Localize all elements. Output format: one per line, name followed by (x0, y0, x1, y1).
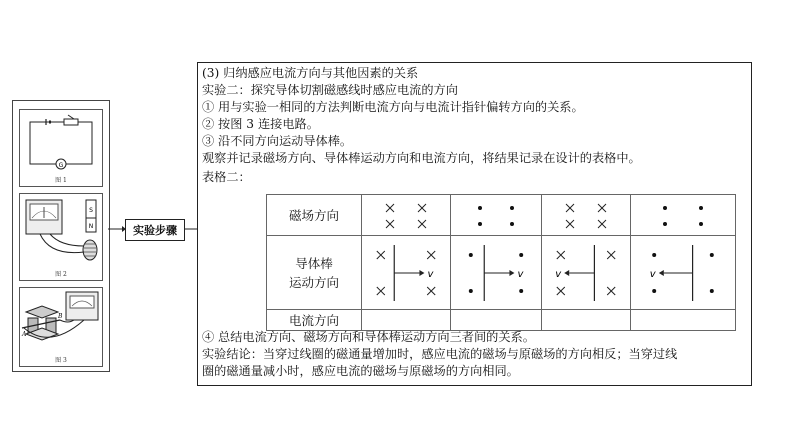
field-cell (451, 195, 542, 236)
current-cell-empty (542, 310, 631, 331)
figure-1-caption: 图 1 (55, 177, 67, 184)
cross-symbol-icon (418, 220, 426, 228)
current-cell-empty (451, 310, 542, 331)
field-cell (542, 195, 631, 236)
arrowhead-icon (659, 270, 664, 276)
galvanometer-label: G (58, 162, 64, 169)
rod-moving-left-diagram (635, 239, 731, 307)
arrowhead-icon (564, 270, 569, 276)
observation-text: 观察并记录磁场方向、导体棒运动方向和电流方向，将结果记录在设计的表格中。 (202, 151, 641, 165)
table-row (267, 195, 736, 236)
dot-symbol-icon (469, 253, 473, 257)
dot-symbol-icon (710, 289, 714, 293)
motion-cell (451, 236, 542, 310)
cross-symbol-icon (607, 251, 615, 259)
figure-2-coil-magnet (19, 193, 103, 281)
dot-symbol-icon (478, 206, 482, 210)
row-label-field: 磁场方向 (267, 195, 362, 236)
figure-3-caption: 图 3 (55, 357, 67, 364)
figure-2-caption: 图 2 (55, 271, 67, 278)
dot-symbol-icon (510, 222, 514, 226)
cross-symbol-icon (598, 204, 606, 212)
step-3: ③ 沿不同方向运动导体棒。 (202, 134, 353, 148)
field-out-of-page-icon (456, 197, 536, 233)
results-table (266, 194, 736, 331)
dot-symbol-icon (510, 206, 514, 210)
velocity-label: v (555, 268, 562, 280)
cross-symbol-icon (386, 204, 394, 212)
dot-symbol-icon (519, 289, 523, 293)
figure-1-circuit (19, 109, 103, 187)
figure-column (12, 100, 110, 372)
arrowhead-icon (509, 270, 514, 276)
conclusion-line-2: 圈的磁通量减小时，感应电流的磁场与原磁场的方向相同。 (202, 364, 519, 378)
step-4: ④ 总结电流方向、磁场方向和导体棒运动方向三者间的关系。 (202, 330, 535, 344)
dot-symbol-icon (663, 206, 667, 210)
section-heading: (3) 归纳感应电流方向与其他因素的关系 (202, 66, 419, 80)
dot-symbol-icon (699, 206, 703, 210)
dot-symbol-icon (469, 289, 473, 293)
step-1: ① 用与实验一相同的方法判断电流方向与电流计指针偏转方向的关系。 (202, 100, 584, 114)
cross-symbol-icon (386, 220, 394, 228)
magnet-n-label: N (88, 223, 94, 230)
table-title: 表格二： (202, 170, 251, 184)
table-row (267, 236, 736, 310)
cross-symbol-icon (598, 220, 606, 228)
dot-symbol-icon (710, 253, 714, 257)
conclusion-line-1: 实验结论：当穿过线圈的磁通量增加时，感应电流的磁场与原磁场的方向相反；当穿过线 (202, 347, 678, 361)
dot-symbol-icon (699, 222, 703, 226)
row-label-motion-line-1: 导体棒 (295, 255, 333, 271)
cross-symbol-icon (427, 251, 435, 259)
velocity-label: v (427, 268, 434, 280)
row-label-motion (267, 236, 362, 310)
cross-symbol-icon (566, 204, 574, 212)
table-row (267, 310, 736, 331)
cross-symbol-icon (557, 287, 565, 295)
velocity-label: v (649, 268, 656, 280)
field-into-page-icon (546, 197, 626, 233)
field-into-page-icon (366, 197, 446, 233)
field-out-of-page-icon (638, 197, 728, 233)
row-label-current: 电流方向 (267, 310, 362, 331)
field-cell (362, 195, 451, 236)
dot-symbol-icon (478, 222, 482, 226)
rod-moving-right-diagram (364, 239, 448, 307)
cross-symbol-icon (377, 251, 385, 259)
galvanometer-coil-diagram (20, 194, 102, 280)
motion-cell (362, 236, 451, 310)
step-2: ② 按图 3 连接电路。 (202, 117, 319, 131)
experiment-steps-label: 实验步骤 (125, 219, 185, 241)
motion-cell (631, 236, 736, 310)
dot-symbol-icon (652, 253, 656, 257)
cross-symbol-icon (557, 251, 565, 259)
field-cell (631, 195, 736, 236)
experiment-title: 实验二：探究导体切割磁感线时感应电流的方向 (202, 83, 458, 97)
current-cell-empty (362, 310, 451, 331)
dot-symbol-icon (519, 253, 523, 257)
cross-symbol-icon (427, 287, 435, 295)
rod-moving-left-diagram (544, 239, 628, 307)
velocity-label: v (517, 268, 524, 280)
cross-symbol-icon (607, 287, 615, 295)
cross-symbol-icon (377, 287, 385, 295)
fig3-label-b: B (58, 313, 63, 320)
arrowhead-icon (419, 270, 424, 276)
cross-symbol-icon (418, 204, 426, 212)
dot-symbol-icon (663, 222, 667, 226)
fig3-label-a: A (22, 331, 27, 338)
current-cell-empty (631, 310, 736, 331)
main-content-box (197, 62, 752, 386)
cross-symbol-icon (566, 220, 574, 228)
magnet-s-label: S (89, 207, 93, 214)
row-label-motion-line-2: 运动方向 (288, 274, 339, 290)
figure-3-conductor-magnet (19, 287, 103, 367)
rod-moving-right-diagram (454, 239, 538, 307)
motion-cell (542, 236, 631, 310)
dot-symbol-icon (652, 289, 656, 293)
